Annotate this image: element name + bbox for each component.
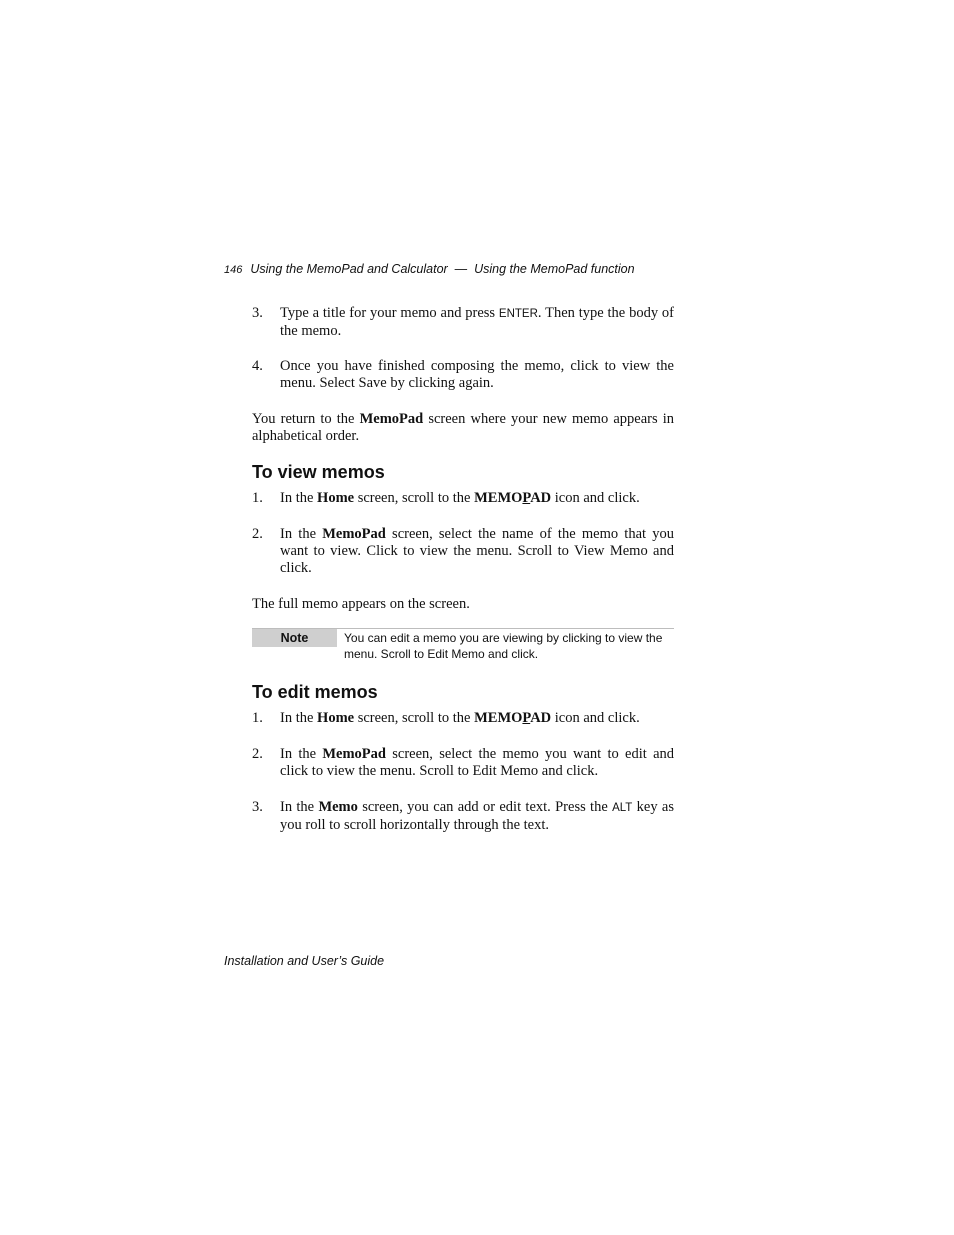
memopad-bold: MemoPad	[322, 526, 386, 542]
page-number: 146	[224, 264, 243, 276]
home-bold: Home	[317, 490, 355, 506]
step-3-title	[252, 305, 674, 340]
step-number: 4.	[252, 358, 263, 374]
icon-label-underlined: P	[522, 710, 531, 726]
note-text: You can edit a memo you are viewing by clicking to view the menu. Scroll to Edit Memo and click.	[344, 631, 663, 661]
icon-label-part: AD	[530, 710, 552, 726]
memopad-icon-label	[474, 710, 551, 726]
step-text: Once you have finished composing the memo, click to view the menu. Select Save by clicking again.	[280, 358, 674, 391]
view-step-2	[252, 526, 674, 577]
step-text-part: In the	[280, 746, 323, 762]
memopad-bold: MemoPad	[359, 411, 424, 427]
step-text-part: screen, scroll to the	[354, 490, 475, 506]
icon-label-part: AD	[530, 490, 552, 506]
icon-label-part: MEMO	[474, 710, 523, 726]
step-text-part: In the	[280, 710, 318, 726]
step-text	[280, 305, 674, 340]
step-text	[280, 526, 674, 577]
icon-label-underlined: P	[522, 490, 531, 506]
step-text-part: Type a title for your memo and press	[280, 305, 499, 321]
para-text: screen where your new memo appears in alphabetical order.	[252, 411, 674, 444]
memopad-icon-label	[474, 490, 551, 506]
alt-key: ALT	[612, 802, 633, 814]
edit-step-3	[252, 799, 674, 834]
full-memo-paragraph: The full memo appears on the screen.	[252, 596, 470, 612]
view-step-1	[252, 490, 674, 507]
home-bold: Home	[317, 710, 355, 726]
heading-view-memos: To view memos	[252, 462, 385, 482]
step-text-part: icon and click.	[551, 710, 640, 726]
return-paragraph	[252, 411, 674, 445]
step-text-part: key as you roll to scroll horizontally through the text.	[280, 799, 675, 833]
step-text-part: screen, scroll to the	[354, 710, 475, 726]
edit-step-1	[252, 710, 674, 727]
note-label: Note	[252, 629, 337, 647]
step-number: 1.	[252, 490, 263, 506]
memopad-bold: MemoPad	[322, 746, 386, 762]
step-text-part: In the	[280, 490, 318, 506]
edit-step-2	[252, 746, 674, 780]
step-text-part: In the	[280, 526, 323, 542]
step-text-part: icon and click.	[551, 490, 640, 506]
step-number: 1.	[252, 710, 263, 726]
step-text	[280, 799, 674, 834]
step-text-part: screen, you can add or edit text. Press the	[357, 799, 613, 815]
step-4-save	[252, 358, 674, 392]
step-number: 3.	[252, 799, 263, 815]
step-text-part: screen, select the name of the memo that you want to view. Click to view the menu. Scroll to View Memo and click.	[280, 526, 675, 576]
para-text: You return to the	[252, 411, 360, 427]
step-text-part: screen, select the memo you want to edit and click to view the menu. Scroll to Edit Memo and click.	[280, 746, 675, 779]
note-box	[252, 628, 674, 665]
step-text	[280, 746, 674, 780]
running-header	[224, 262, 684, 276]
step-text-part: In the	[280, 799, 319, 815]
step-number: 2.	[252, 526, 263, 542]
step-number: 2.	[252, 746, 263, 762]
step-number: 3.	[252, 305, 263, 321]
step-text	[280, 490, 674, 507]
step-text-part: . Then type the body of the memo.	[280, 305, 674, 339]
heading-edit-memos: To edit memos	[252, 682, 378, 702]
icon-label-part: MEMO	[474, 490, 523, 506]
step-text	[280, 710, 674, 727]
running-footer: Installation and User’s Guide	[224, 954, 385, 968]
enter-key: ENTER	[498, 308, 538, 320]
memo-bold: Memo	[318, 799, 358, 815]
running-title: Using the MemoPad and Calculator — Using the MemoPad function	[250, 262, 635, 276]
